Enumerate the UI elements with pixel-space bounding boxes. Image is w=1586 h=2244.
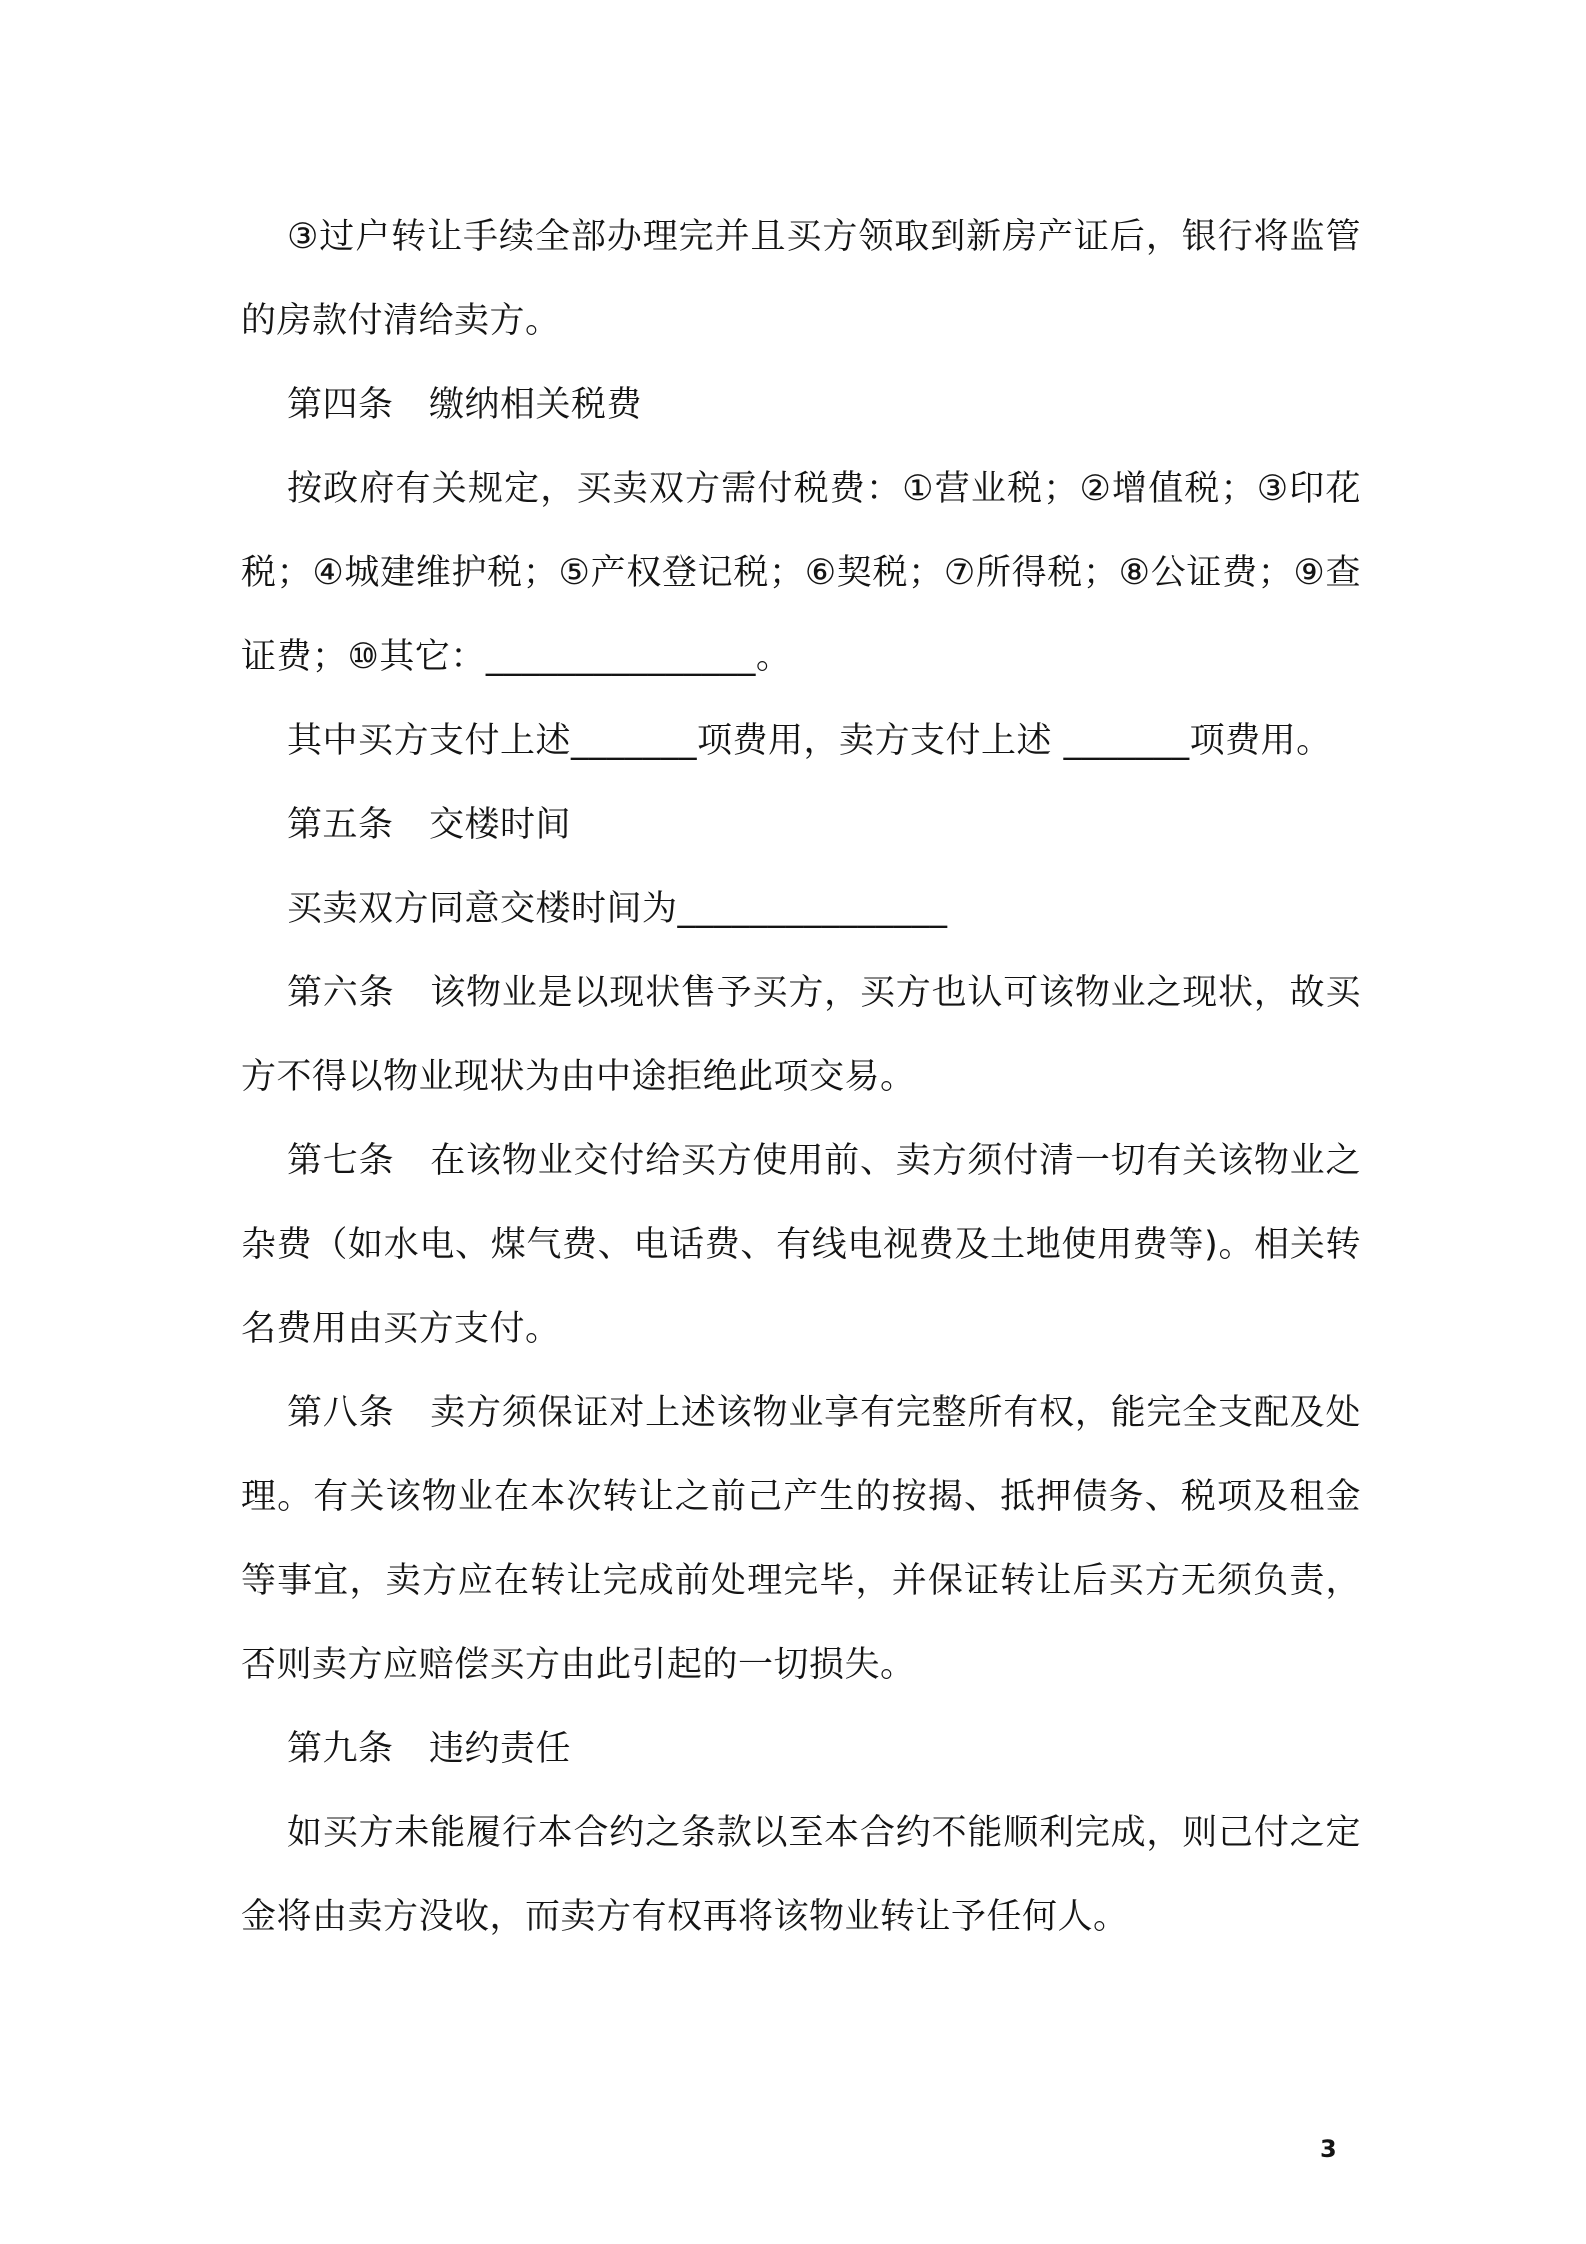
paragraph-tax-split: 其中买方支付上述_______项费用，卖方支付上述 _______项费用。 [287, 721, 1332, 761]
paragraph-tax-list: 按政府有关规定，买卖双方需付税费：①营业税；②增值税；③印花税；④城建维护税；⑤产权登记税；⑥契税；⑦所得税；⑧公证费；⑨查证费；⑩其它：_______________。 [241, 469, 1361, 677]
paragraph-breach-liability: 如买方未能履行本合约之条款以至本合约不能顺利完成，则己付之定金将由卖方没收，而卖方有权再将该物业转让予任何人。 [241, 1813, 1361, 1937]
article-6-paragraph: 第六条 该物业是以现状售予买方，买方也认可该物业之现状，故买方不得以物业现状为由中途拒绝此项交易。 [241, 973, 1361, 1097]
paragraph-handover-time: 买卖双方同意交楼时间为_______________ [287, 889, 948, 929]
page-number: 3 [1320, 2135, 1337, 2163]
article-5-heading: 第五条 交楼时间 [287, 805, 572, 845]
article-8-paragraph: 第八条 卖方须保证对上述该物业享有完整所有权，能完全支配及处理。有关该物业在本次转让之前己产生的按揭、抵押债务、税项及租金等事宜，卖方应在转让完成前处理完毕，并保证转让后买方无须负责，否则卖方应赔偿买方由此引起的一切损失。 [241, 1393, 1361, 1685]
document-body [241, 195, 1361, 1959]
article-4-heading: 第四条 缴纳相关税费 [287, 385, 643, 425]
article-7-paragraph: 第七条 在该物业交付给买方使用前、卖方须付清一切有关该物业之杂费（如水电、煤气费、电话费、有线电视费及土地使用费等)。相关转名费用由买方支付。 [241, 1141, 1361, 1349]
paragraph-transfer-payment: ③过户转让手续全部办理完并且买方领取到新房产证后，银行将监管的房款付清给卖方。 [241, 217, 1361, 341]
article-9-heading: 第九条 违约责任 [287, 1729, 572, 1769]
